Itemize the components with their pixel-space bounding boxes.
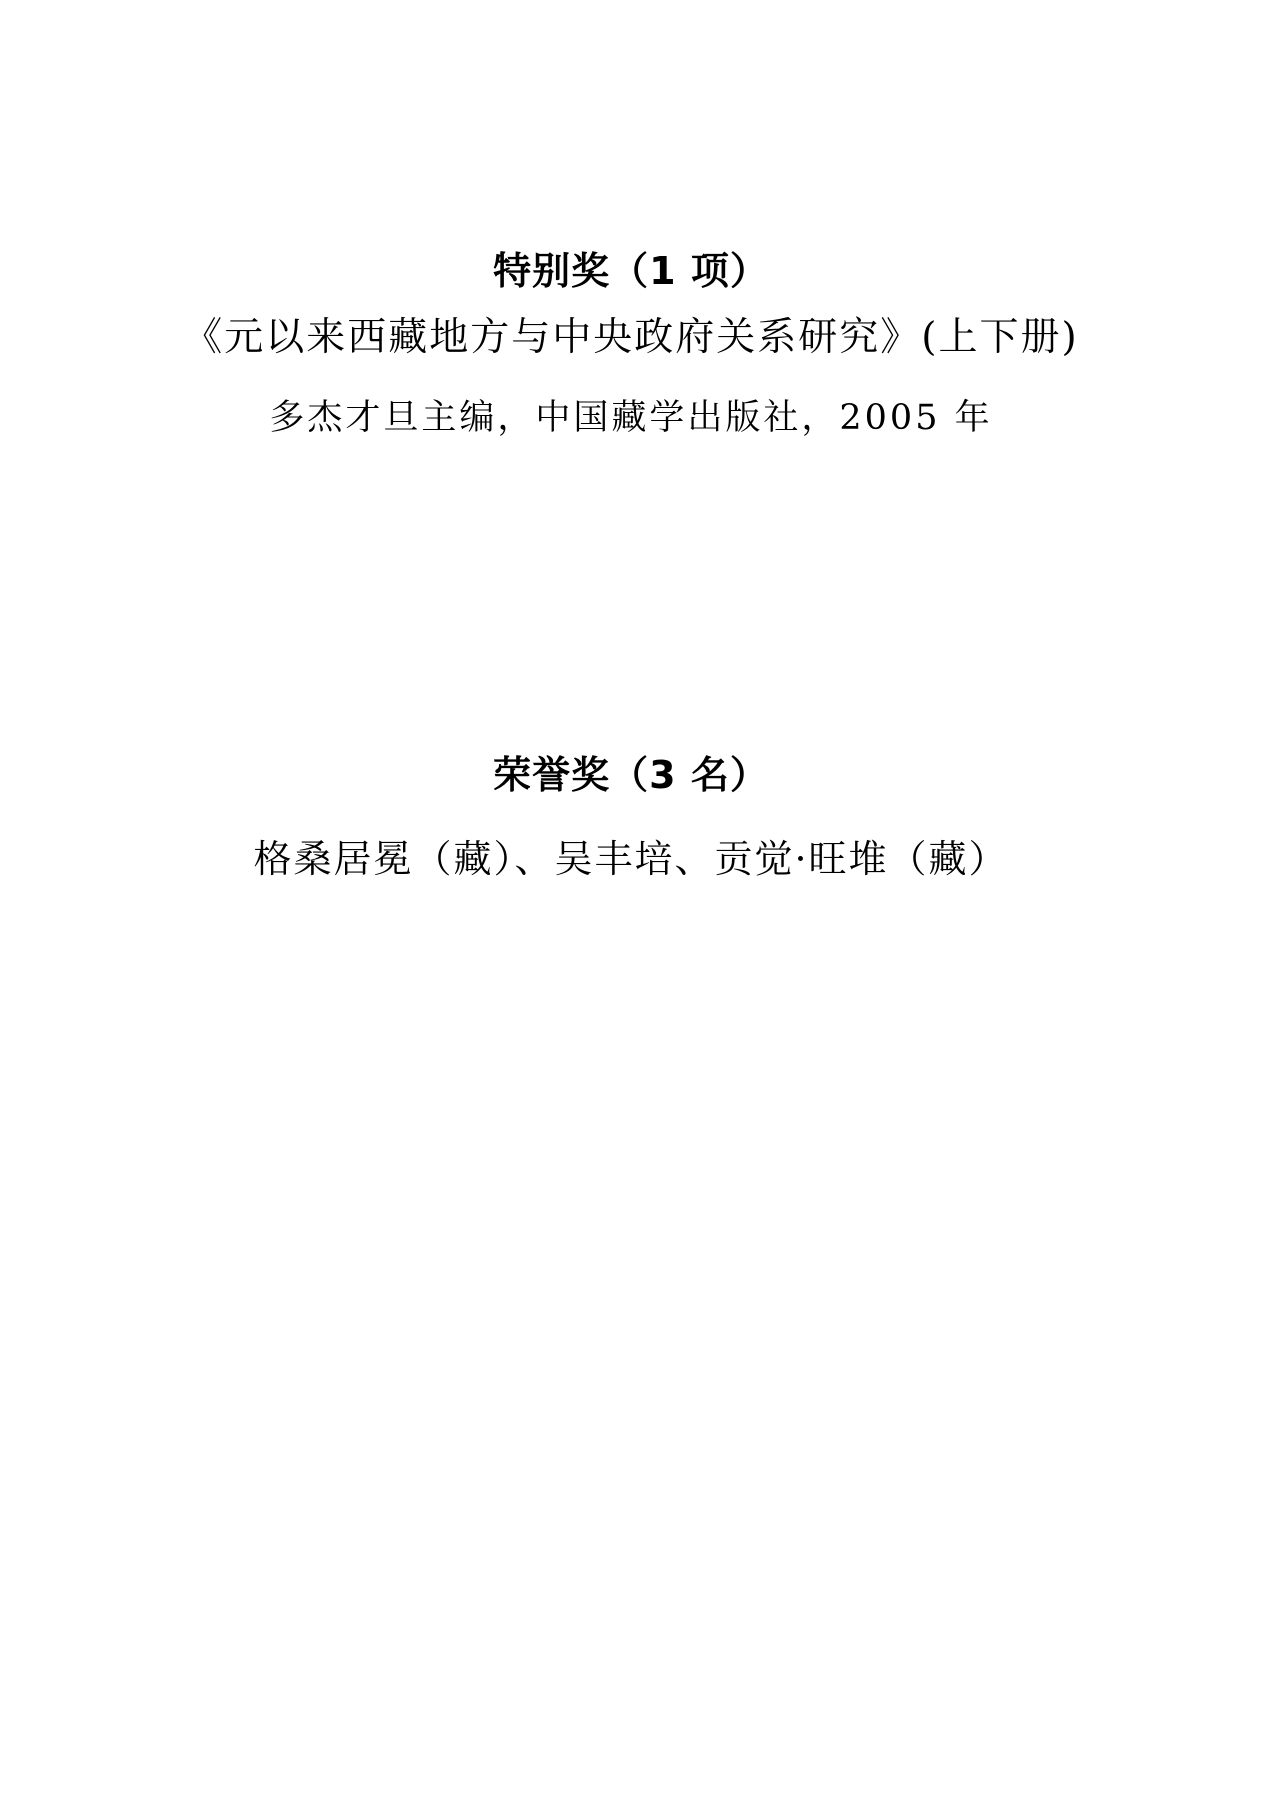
publisher-line: 多杰才旦主编，中国藏学出版社，2005 年: [269, 398, 993, 438]
book-title-line: 《元以来西藏地方与中央政府关系研究》(上下册): [183, 315, 1079, 360]
honorees-line: 格桑居冕（藏）、吴丰培、贡觉·旺堆（藏）: [253, 837, 1009, 881]
special-award-heading: 特别奖（1 项）: [493, 249, 769, 293]
honor-award-heading: 荣誉奖（3 名）: [493, 753, 769, 797]
